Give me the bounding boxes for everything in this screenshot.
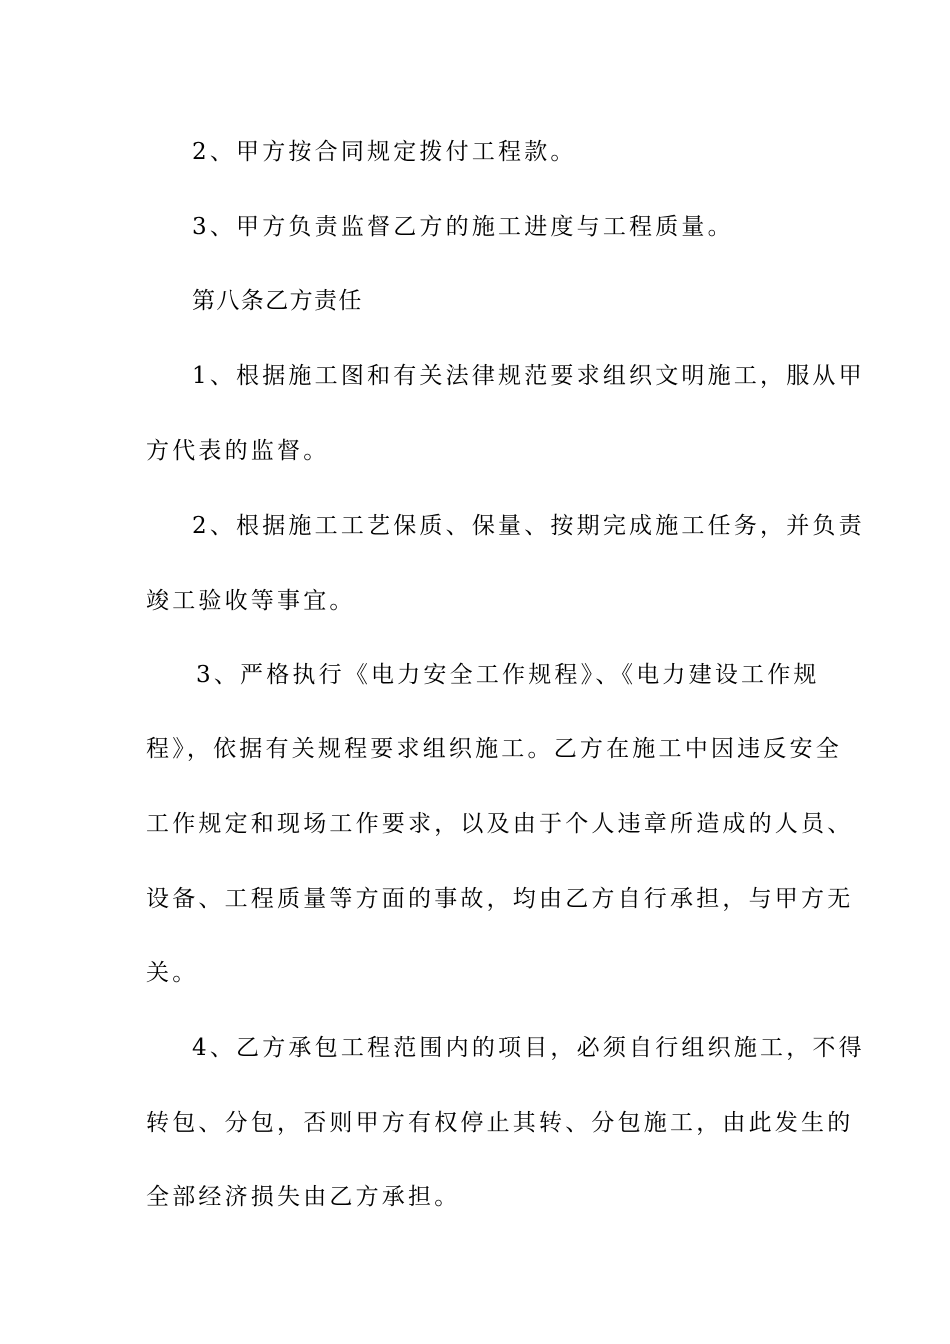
- item-4-line-1: 4、乙方承包工程范围内的项目，必须自行组织施工，不得: [192, 1035, 865, 1061]
- clause-2-line-1: 2、甲方按合同规定拨付工程款。: [192, 139, 577, 165]
- item-3-line-4: 设备、工程质量等方面的事故，均由乙方自行承担，与甲方无: [146, 886, 854, 912]
- item-3-line-3: 工作规定和现场工作要求，以及由于个人违章所造成的人员、: [146, 811, 854, 837]
- section-heading: 第八条乙方责任: [192, 288, 363, 314]
- item-2-line-2: 竣工验收等事宜。: [146, 588, 356, 614]
- item-4-line-2: 转包、分包，否则甲方有权停止其转、分包施工，由此发生的: [146, 1110, 854, 1136]
- item-1-line-1: 1、根据施工图和有关法律规范要求组织文明施工，服从甲: [192, 363, 865, 389]
- item-3-line-1: 3、严格执行《电力安全工作规程》、《电力建设工作规: [196, 662, 820, 688]
- item-3-line-2: 程》，依据有关规程要求组织施工。乙方在施工中因违反安全: [146, 736, 842, 762]
- item-4-line-3: 全部经济损失由乙方承担。: [146, 1184, 461, 1210]
- item-1-line-2: 方代表的监督。: [146, 438, 330, 464]
- item-3-line-5: 关。: [146, 960, 199, 986]
- clause-3-line-1: 3、甲方负责监督乙方的施工进度与工程质量。: [192, 214, 734, 240]
- item-2-line-1: 2、根据施工工艺保质、保量、按期完成施工任务，并负责: [192, 513, 865, 539]
